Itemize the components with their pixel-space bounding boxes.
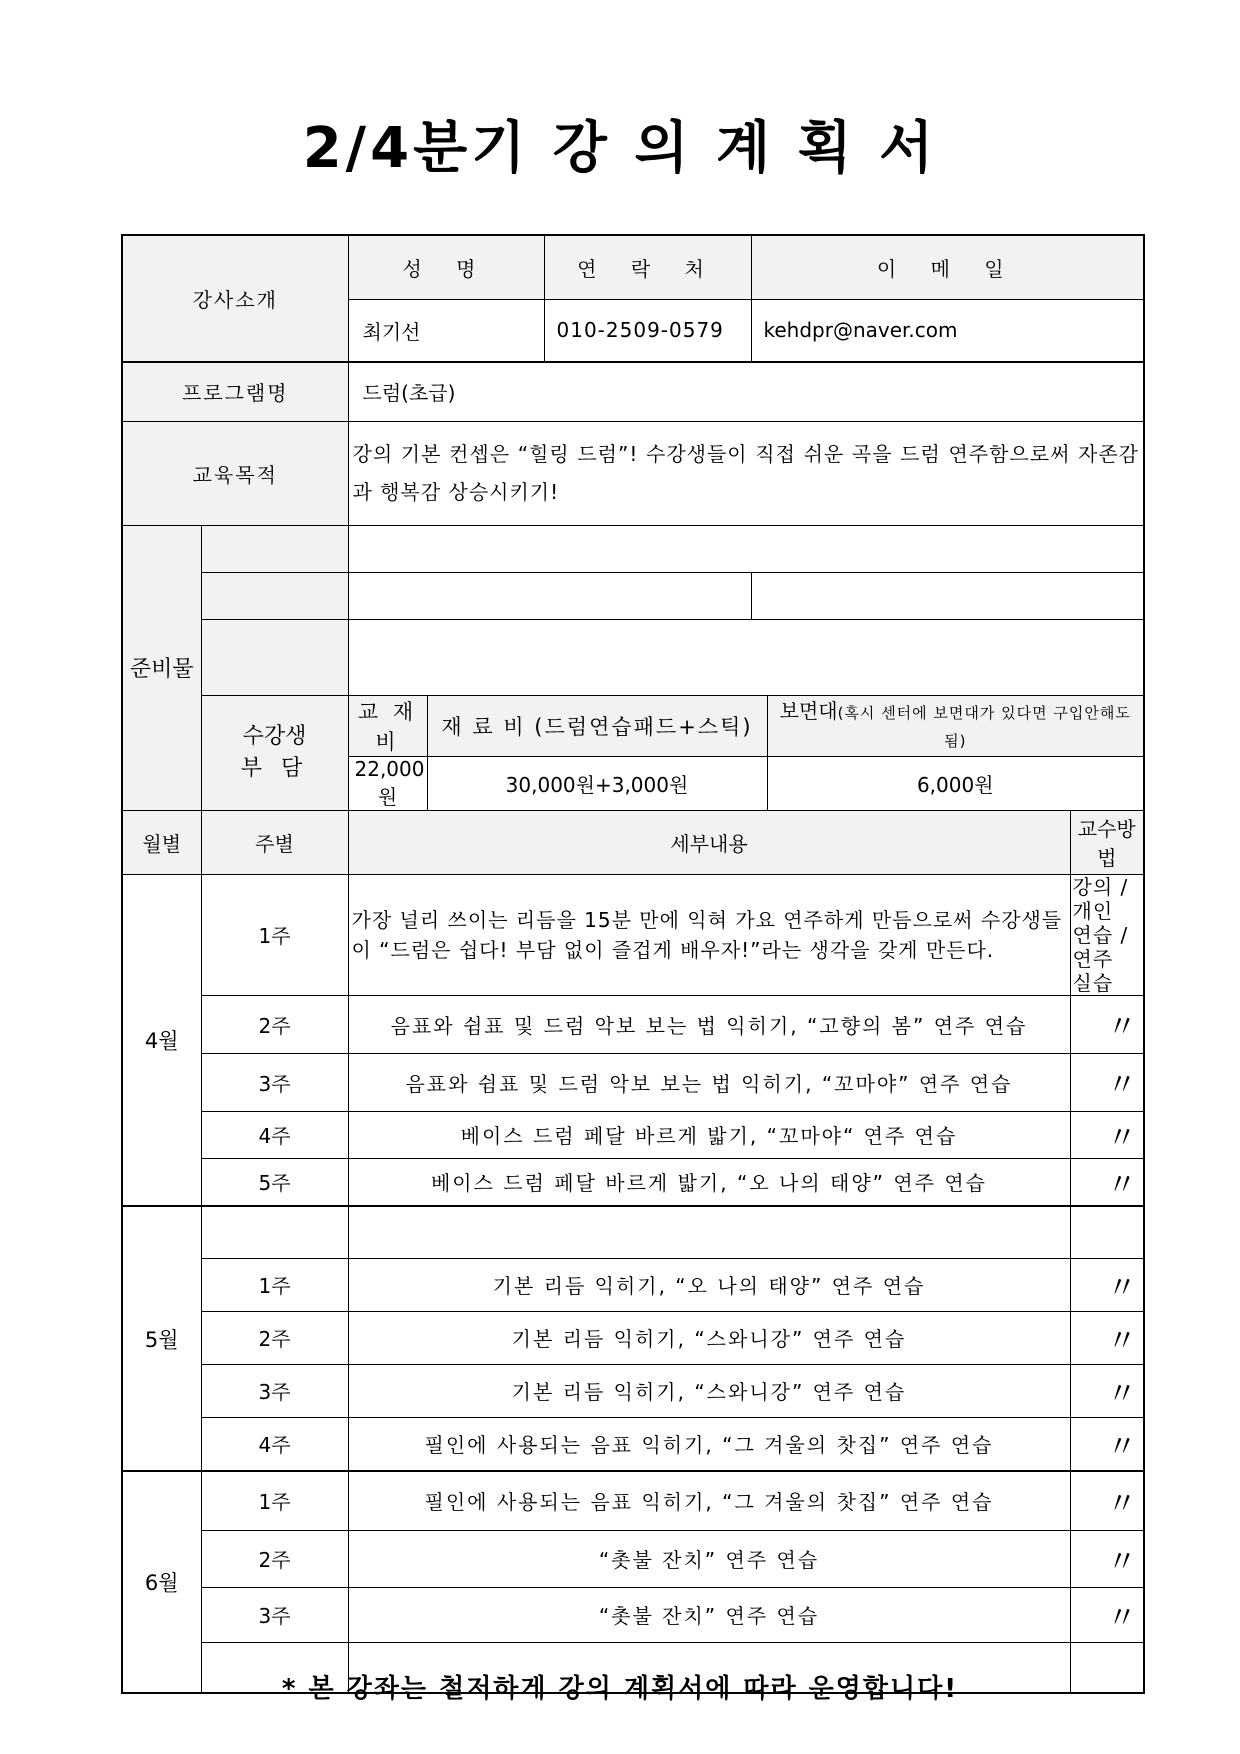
ditto-icon: 〃 (1107, 1167, 1137, 1203)
name-header: 성 명 (348, 235, 544, 299)
program-label: 프로그램명 (122, 362, 348, 421)
ditto-icon: 〃 (1107, 1429, 1137, 1465)
content-cell: 가장 널리 쓰이는 리듬을 15분 만에 익혀 가요 연주하게 만듬으로써 수강생들이 “드럼은 쉽다! 부담 없이 즐겁게 배우자!”라는 생각을 갖게 만든다. (348, 874, 1070, 995)
week-cell: 3주 (201, 1364, 348, 1417)
content-cell: 음표와 쉼표 및 드럼 악보 보는 법 익히기, “고향의 봄” 연주 연습 (348, 995, 1070, 1053)
content-cell: 필인에 사용되는 음표 익히기, “그 겨울의 찻집” 연주 연습 (348, 1471, 1070, 1530)
stand-cost-note: (혹시 센터에 보면대가 있다면 구입안해도 됨) (837, 703, 1131, 750)
goal-label: 교육목적 (122, 421, 348, 525)
stand-cost-header-main: 보면대 (779, 698, 838, 723)
content-cell-empty (348, 1206, 1070, 1258)
content-cell: 기본 리듬 익히기, “스와니강” 연주 연습 (348, 1364, 1070, 1417)
materials-blank-cell (348, 619, 1144, 695)
week-cell-empty (201, 1206, 348, 1258)
week-cell: 1주 (201, 1258, 348, 1311)
method-cell-empty (1070, 1206, 1144, 1258)
instructor-label: 강사소개 (122, 235, 348, 362)
method-cell (1070, 995, 1144, 1053)
student-cost-label-line2: 부 담 (240, 755, 309, 781)
week-cell: 3주 (201, 1587, 348, 1642)
week-cell: 5주 (201, 1158, 348, 1206)
student-cost-label (201, 695, 348, 810)
materials-blank-cell (348, 525, 1144, 572)
method-cell (1070, 1053, 1144, 1111)
method-cell (1070, 1311, 1144, 1364)
week-cell: 2주 (201, 1530, 348, 1587)
content-cell: “촛불 잔치” 연주 연습 (348, 1530, 1070, 1587)
method-cell (1070, 1530, 1144, 1587)
content-cell: 베이스 드럼 페달 바르게 밟기, “오 나의 태양” 연주 연습 (348, 1158, 1070, 1206)
week-cell: 1주 (201, 1471, 348, 1530)
method-cell (1070, 1111, 1144, 1158)
stand-cost: 6,000원 (767, 756, 1144, 810)
ditto-icon: 〃 (1107, 1120, 1137, 1156)
content-cell: 베이스 드럼 페달 바르게 밟기, “꼬마야“ 연주 연습 (348, 1111, 1070, 1158)
week-cell: 2주 (201, 1311, 348, 1364)
materials-label: 준비물 (122, 525, 201, 810)
method-cell (1070, 1364, 1144, 1417)
content-cell: 음표와 쉼표 및 드럼 악보 보는 법 익히기, “꼬마야” 연주 연습 (348, 1053, 1070, 1111)
program-name: 드럼(초급) (348, 362, 1144, 421)
materials-blank-cell (201, 572, 348, 619)
textbook-cost-header: 교 재 비 (348, 695, 427, 756)
content-cell: 기본 리듬 익히기, “스와니강” 연주 연습 (348, 1311, 1070, 1364)
week-cell: 4주 (201, 1417, 348, 1471)
month-june: 6월 (122, 1471, 201, 1693)
content-cell: 필인에 사용되는 음표 익히기, “그 겨울의 찻집” 연주 연습 (348, 1417, 1070, 1471)
lecture-plan-table (121, 234, 1145, 1694)
instructor-phone: 010-2509-0579 (544, 299, 751, 362)
method-header: 교수방법 (1070, 810, 1144, 874)
goal-text: 강의 기본 컨셉은 “힐링 드럼”! 수강생들이 직접 쉬운 곡을 드럼 연주함으로써 자존감과 행복감 상승시키기! (348, 421, 1144, 525)
ditto-icon: 〃 (1107, 1010, 1137, 1045)
contact-header: 연 락 처 (544, 235, 751, 299)
ditto-icon: 〃 (1107, 1376, 1137, 1412)
week-cell: 2주 (201, 995, 348, 1053)
week-cell: 1주 (201, 874, 348, 995)
month-header: 월별 (122, 810, 201, 874)
ditto-icon: 〃 (1107, 1068, 1137, 1103)
content-cell: 기본 리듬 익히기, “오 나의 태양” 연주 연습 (348, 1258, 1070, 1311)
materials-blank-cell (201, 525, 348, 572)
footer-note: * 본 강좌는 철저하게 강의 계획서에 따라 운영합니다! (281, 1674, 959, 1704)
materials-blank-cell (751, 572, 1144, 619)
method-cell (1070, 1471, 1144, 1530)
textbook-cost: 22,000원 (348, 756, 427, 810)
content-cell: “촛불 잔치” 연주 연습 (348, 1587, 1070, 1642)
content-header: 세부내용 (348, 810, 1070, 874)
instructor-email: kehdpr@naver.com (751, 299, 1144, 362)
method-cell: 강의 / 개인 연습 / 연주 실습 (1070, 874, 1144, 995)
document-title: 2/4분기 강 의 계 획 서 (302, 116, 938, 181)
month-april: 4월 (122, 874, 201, 1206)
week-cell: 4주 (201, 1111, 348, 1158)
month-may: 5월 (122, 1206, 201, 1471)
ditto-icon: 〃 (1107, 1600, 1137, 1636)
method-cell (1070, 1587, 1144, 1642)
material-cost-header: 재 료 비 (드럼연습패드+스틱) (427, 695, 767, 756)
method-cell (1070, 1417, 1144, 1471)
ditto-icon: 〃 (1107, 1486, 1137, 1522)
week-cell: 3주 (201, 1053, 348, 1111)
method-cell (1070, 1258, 1144, 1311)
stand-cost-header (767, 695, 1144, 756)
material-cost: 30,000원+3,000원 (427, 756, 767, 810)
ditto-icon: 〃 (1107, 1323, 1137, 1359)
ditto-icon: 〃 (1107, 1270, 1137, 1306)
method-cell (1070, 1158, 1144, 1206)
ditto-icon: 〃 (1107, 1544, 1137, 1580)
instructor-name: 최기선 (348, 299, 544, 362)
email-header: 이 메 일 (751, 235, 1144, 299)
week-header: 주별 (201, 810, 348, 874)
student-cost-label-line1: 수강생 (242, 723, 307, 749)
materials-blank-cell (348, 572, 751, 619)
materials-blank-cell (201, 619, 348, 695)
